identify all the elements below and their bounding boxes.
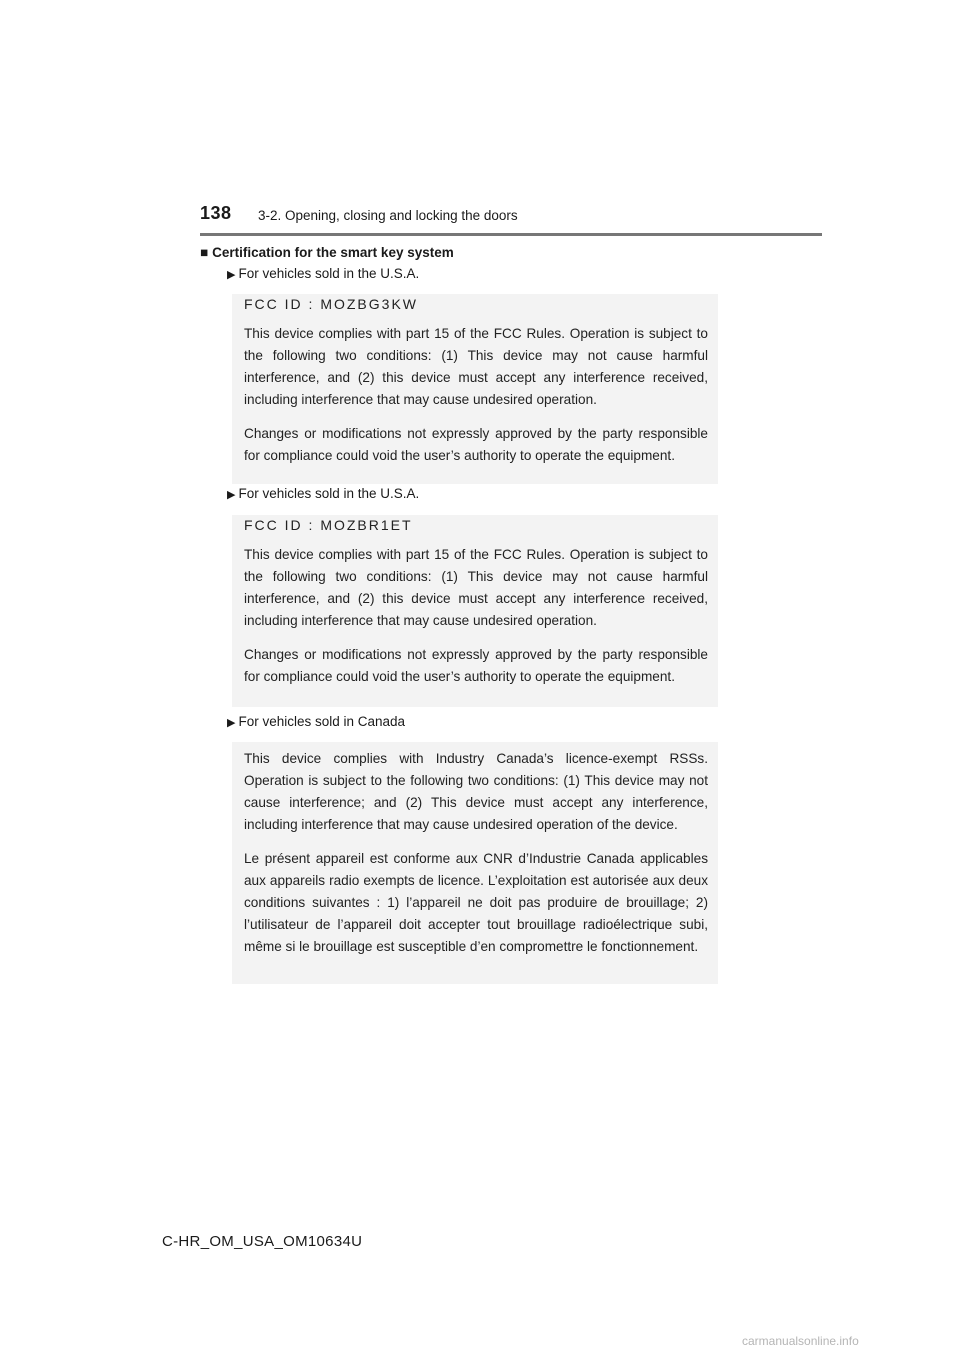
notice-paragraph: Changes or modifications not expressly approved by the party responsible for compliance could void the user’s authority to operate the equipment. — [244, 647, 708, 684]
section-heading-text: Certification for the smart key system — [212, 245, 454, 260]
bullet-text: For vehicles sold in the U.S.A. — [238, 486, 420, 501]
bullet-item — [227, 486, 419, 501]
notice-paragraph: This device complies with part 15 of the FCC Rules. Operation is subject to the following two conditions: (1) This device may not cause harmful interference, and (2) this device must accept any interference received, including interference that may cause undesired operation. — [244, 547, 708, 628]
bullet-text: For vehicles sold in Canada — [238, 714, 406, 729]
triangle-arrow-icon: ▶ — [227, 489, 236, 501]
section-heading — [200, 245, 454, 260]
triangle-arrow-icon: ▶ — [227, 717, 236, 729]
fcc-notice-box — [232, 294, 718, 484]
fcc-id: FCC ID : MOZBR1ET — [244, 517, 413, 533]
document-code: C-HR_OM_USA_OM10634U — [162, 1233, 363, 1250]
bullet-text: For vehicles sold in the U.S.A. — [238, 266, 420, 281]
notice-paragraph: Changes or modifications not expressly approved by the party responsible for compliance could void the user’s authority to operate the equipment. — [244, 426, 708, 463]
fcc-id: FCC ID : MOZBG3KW — [244, 296, 418, 312]
page-number: 138 — [200, 203, 232, 223]
header-divider — [200, 233, 822, 236]
bullet-item — [227, 266, 419, 281]
notice-paragraph-french: Le présent appareil est conforme aux CNR d’Industrie Canada applicables aux appareils radio exempts de licence. L’exploitation est autorisée aux deux conditions suivantes : 1) l’appareil ne doit pas produire de brouillage; 2) l’utilisateur de l’appareil doit accepter tout brouillage radioélectrique subi, même si le brouillage est susceptible d’en compromettre le fonctionnement. — [244, 851, 708, 954]
triangle-arrow-icon: ▶ — [227, 269, 236, 281]
chapter-title: 3-2. Opening, closing and locking the doors — [258, 208, 518, 223]
notice-paragraph-english: This device complies with Industry Canada’s licence-exempt RSSs. Operation is subject to the following two conditions: (1) This device may not cause interference; and (2) This device must accept any interference, including interference that may cause undesired operation of the device. — [244, 751, 708, 832]
ic-notice-box — [232, 742, 718, 984]
watermark: carmanualsonline.info — [742, 1334, 859, 1348]
notice-paragraph: This device complies with part 15 of the FCC Rules. Operation is subject to the following two conditions: (1) This device may not cause harmful interference, and (2) this device must accept any interference received, including interference that may cause undesired operation. — [244, 326, 708, 407]
square-bullet-icon: ■ — [200, 245, 209, 260]
fcc-notice-box — [232, 515, 718, 707]
bullet-item — [227, 714, 405, 729]
